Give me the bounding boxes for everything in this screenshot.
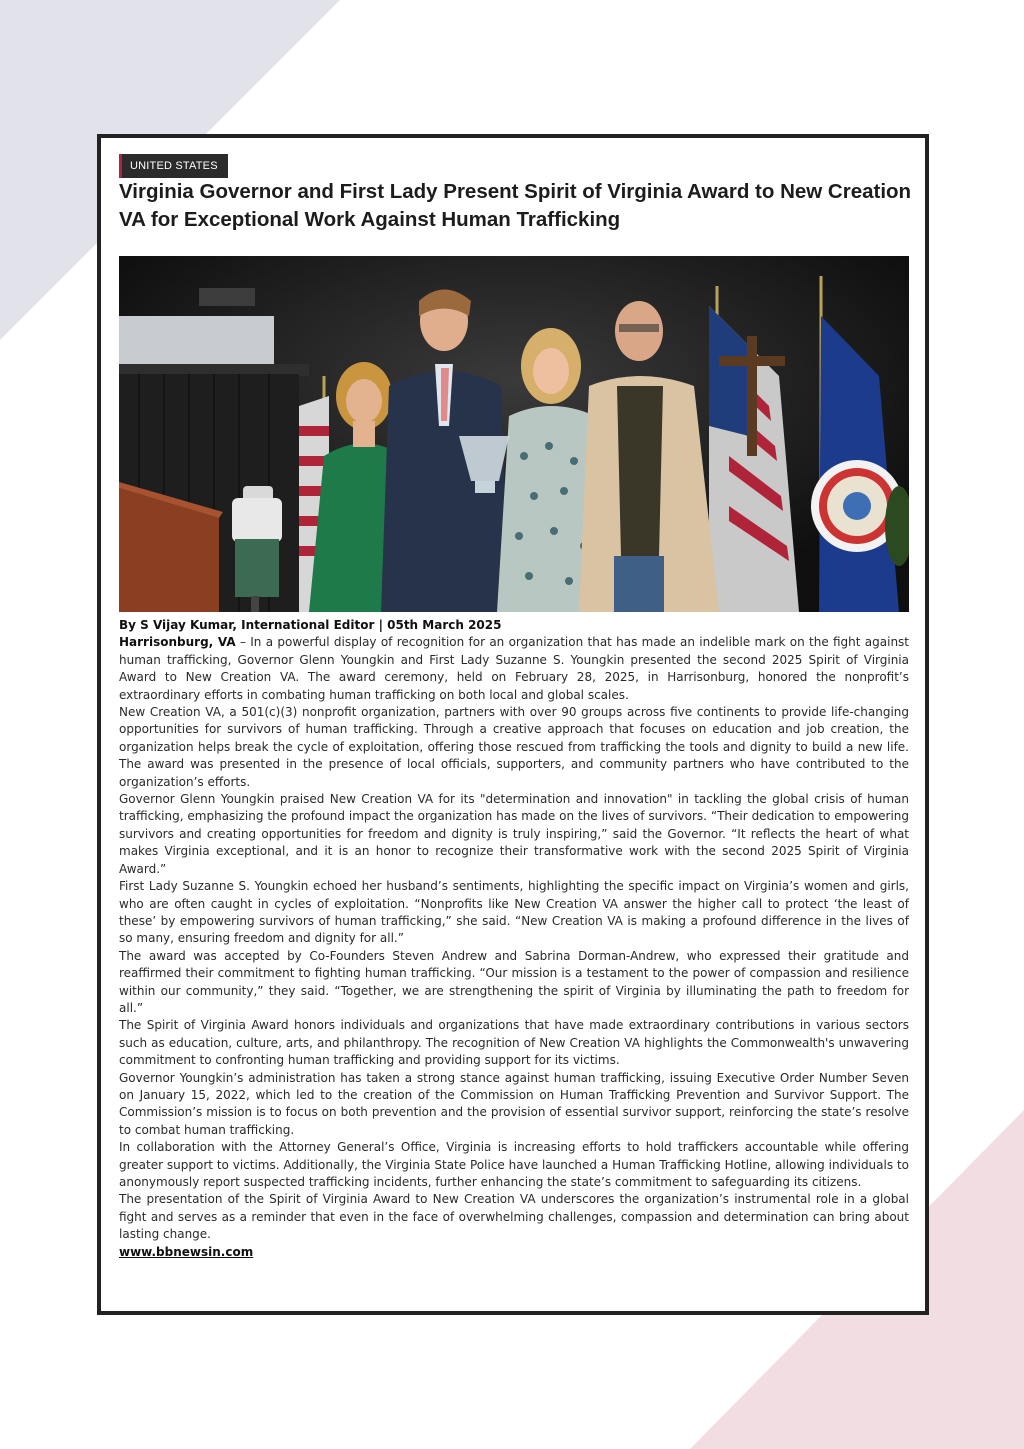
article-body [119,617,909,1261]
article-frame [97,134,929,1315]
paragraph: Governor Glenn Youngkin praised New Creation VA for its "determination and innovation" in tackling the global crisis of human trafficking, emphasizing the profound impact the organization has made on the lives of survivors. “Their dedication to empowering survivors and creating opportunities for freedom and dignity is truly inspiring,” said the Governor. “It reflects the heart of what makes Virginia exceptional, and it is an honor to recognize their transformative work with the second 2025 Spirit of Virginia Award.” [119,792,909,876]
paragraph: Governor Youngkin’s administration has taken a strong stance against human trafficking, issuing Executive Order Number Seven on January 15, 2022, which led to the creation of the Commission on Human Trafficking Prevention and Survivor Support. The Commission’s mission is to focus on both prevention and the provision of essential survivor support, reinforcing the state’s resolve to combat human trafficking. [119,1070,909,1137]
paragraph: New Creation VA, a 501(c)(3) nonprofit organization, partners with over 90 groups across five continents to provide life-changing opportunities for survivors of human trafficking. Through a creative approach that focuses on education and job creation, the organization helps break the cycle of exploitation, offering those rescued from trafficking the tools and dignity to build a new life. The award was presented in the presence of local officials, supporters, and community partners who have contributed to the organization’s efforts. [119,705,909,789]
paragraph: In collaboration with the Attorney General’s Office, Virginia is increasing efforts to hold traffickers accountable while offering greater support to victims. Additionally, the Virginia State Police have launched a Human Trafficking Hotline, allowing individuals to anonymously report suspected trafficking incidents, further enhancing the state’s commitment to safeguarding its citizens. [119,1140,909,1189]
paragraph: The award was accepted by Co-Founders Steven Andrew and Sabrina Dorman-Andrew, who expressed their gratitude and reaffirmed their commitment to fighting human trafficking. “Our mission is a testament to the power of compassion and resilience within our community,” they said. “Together, we are strengthening the spirit of Virginia by illuminating the path to freedom for all.” [119,948,909,1015]
headline: Virginia Governor and First Lady Present Spirit of Virginia Award to New Creation VA for Exceptional Work Against Human Trafficking [119,180,912,231]
dateline: Harrisonburg, VA [119,635,236,650]
paragraph: First Lady Suzanne S. Youngkin echoed her husband’s sentiments, highlighting the specific impact on Virginia’s women and girls, who are often caught in cycles of exploitation. “Nonprofits like New Creation VA answer the higher call to protect ‘the least of these’ by empowering survivors of human trafficking,” she said. “New Creation VA is making a profound difference in the lives of so many, ensuring freedom and dignity for all.” [119,879,909,946]
lead-text: – In a powerful display of recognition for an organization that has made an indelible mark on the fight against human trafficking, Governor Glenn Youngkin and First Lady Suzanne S. Youngkin presented the second 2025 Spirit of Virginia Award to New Creation VA. The award ceremony, held on February 28, 2025, in Harrisonburg, honored the nonprofit’s extraordinary efforts in combating human trafficking on both local and global scales. [119,635,910,702]
byline: By S Vijay Kumar, International Editor | 05th March 2025 [119,618,502,632]
paragraph: The Spirit of Virginia Award honors individuals and organizations that have made extraordinary contributions in various sectors such as education, culture, arts, and philanthropy. The recognition of New Creation VA highlights the Commonwealth's unwavering commitment to confronting human trafficking and providing support for its victims. [119,1018,909,1068]
award-ceremony-photo [119,256,909,612]
website-link[interactable]: www.bbnewsin.com [119,1244,254,1259]
category-tag[interactable]: UNITED STATES [119,154,228,178]
lead-paragraph [119,634,909,704]
paragraph: The presentation of the Spirit of Virginia Award to New Creation VA underscores the organization’s instrumental role in a global fight and serves as a reminder that even in the face of overwhelming challenges, compassion and determination can bring about lasting change. [119,1192,909,1242]
